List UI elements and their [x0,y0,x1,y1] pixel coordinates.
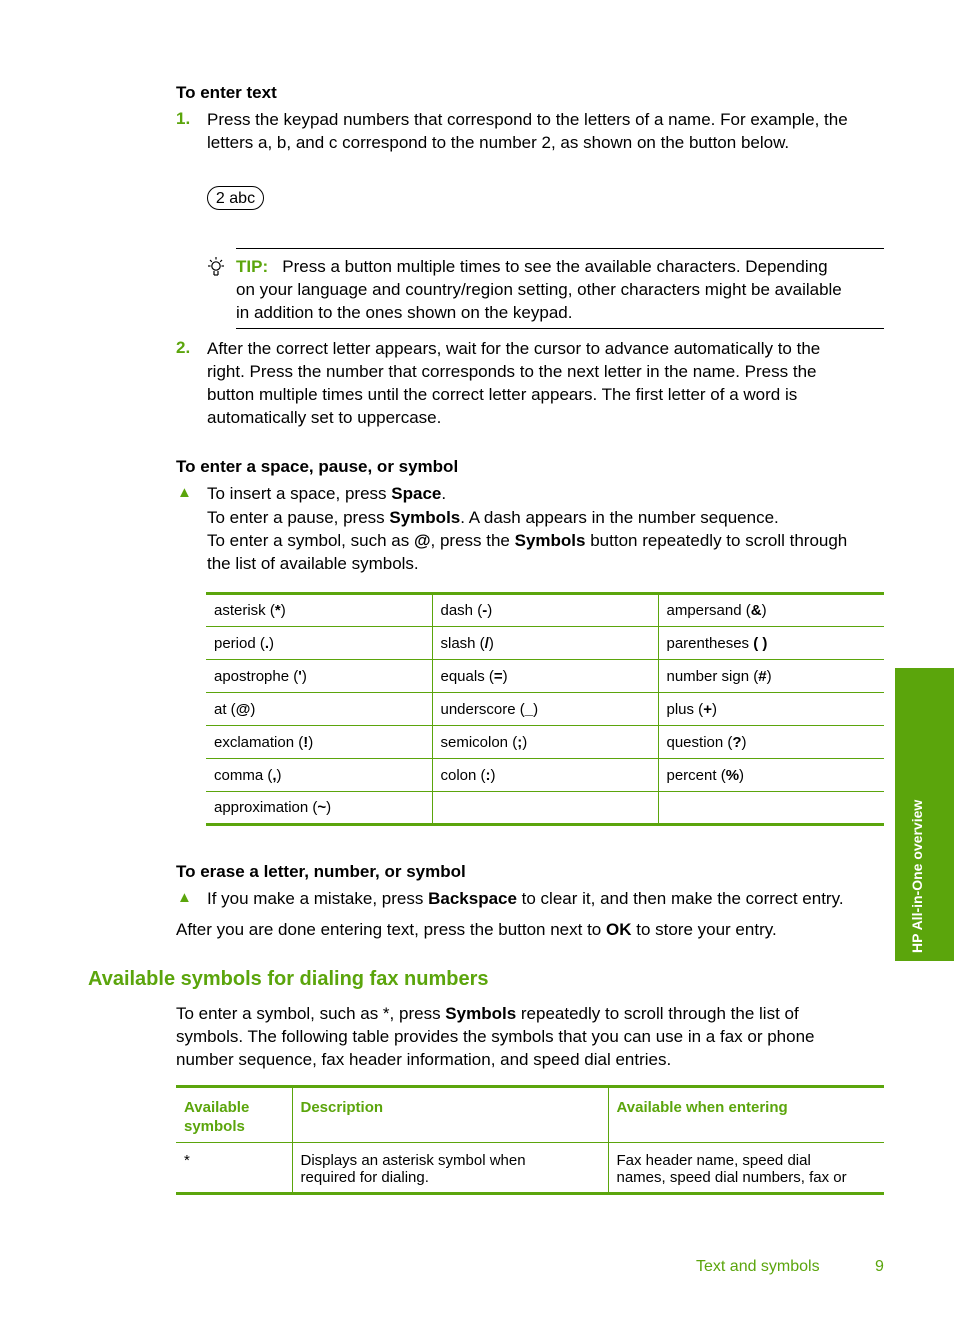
triangle-bullet-icon: ▲ [177,889,192,906]
table-row [206,759,884,792]
step-2-line: After the correct letter appears, wait for the cursor to advance automatically to the [207,339,821,358]
tip-line [236,255,886,278]
symbols-table [206,592,884,826]
symbol-line-2: the list of available symbols. [207,554,419,573]
symbol-name: exclamation ( [214,733,304,751]
text: repeatedly to scroll through the list of [516,1004,799,1023]
fax-intro-line [176,1002,896,1025]
table-row [206,594,884,627]
symbol-close: ) [741,733,747,751]
symbol-glyph: = [493,667,503,685]
text: . A dash appears in the number sequence. [460,508,779,527]
symbol-glyph: ' [298,667,302,685]
table-row [206,792,884,825]
symbol-glyph: @ [235,700,251,718]
symbol-name: ampersand ( [666,602,751,619]
bold-term: OK [606,920,632,939]
text: To insert a space, press [207,484,392,503]
symbol-close: ) [326,799,332,816]
step-number: 1. [176,109,191,128]
symbol-cell [206,627,432,660]
symbol-cell [206,594,432,627]
symbol-name: percent ( [666,766,726,784]
symbol-glyph: # [758,667,767,685]
table-row [206,726,884,759]
symbol-name: comma ( [214,766,273,784]
symbol-glyph: ~ [317,799,327,816]
symbol-glyph: & [750,602,762,619]
table-row [206,660,884,693]
symbol-close: ) [301,667,307,685]
space-symbol-text [207,482,897,575]
table-row [176,1143,884,1194]
bold-term: Symbols [514,531,586,550]
symbol-name: number sign ( [666,667,759,685]
symbol-glyph: : [485,766,491,784]
tip-top-rule [236,248,884,249]
symbol-cell [658,660,884,693]
column-header-symbols [176,1087,292,1143]
symbol-line [207,529,897,552]
symbol-close: ) [522,733,528,751]
symbol-close: ) [308,733,314,751]
symbol-close: ) [533,700,539,718]
symbol-glyph: / [484,634,489,652]
symbol-cell [658,627,884,660]
symbol-cell [206,726,432,759]
symbol-close: ) [761,602,767,619]
symbol-name: at ( [214,700,236,718]
lightbulb-icon [206,256,226,278]
space-line [207,482,897,505]
fax-intro-line: number sequence, fax header information, and speed dial entries. [176,1050,672,1069]
step-1-text [207,108,897,154]
step-2-line: automatically set to uppercase. [207,408,442,427]
bold-term: Backspace [428,889,517,908]
step-number: 2. [176,338,191,357]
symbol-name: colon ( [440,766,486,784]
pause-line [207,506,897,529]
step-1-line: letters a, b, and c correspond to the number 2, as shown on the button below. [207,133,790,152]
symbol-name: parentheses [666,634,754,652]
symbol-name: plus ( [666,700,704,718]
erase-text [207,887,907,910]
erase-heading: To erase a letter, number, or symbol [176,862,466,881]
cell-line: Displays an asterisk symbol when [300,1152,526,1169]
bold-term: Symbols [389,508,461,527]
symbol-cell [206,660,432,693]
symbol-glyph: ( ) [753,634,768,652]
symbol-glyph: % [725,766,740,784]
column-header-description: Description [292,1087,608,1143]
symbol-cell [432,594,658,627]
cell-available-when [608,1143,884,1194]
symbol-cell [432,759,658,792]
symbol-glyph: _ [524,700,534,718]
text: , press the [430,531,515,550]
symbol-close: ) [490,766,496,784]
text: After you are done entering text, press the button next to [176,920,606,939]
symbol-glyph: - [482,602,488,619]
cell-line: names, speed dial numbers, fax or [616,1169,847,1186]
symbol-name: slash ( [440,634,485,652]
footer-section-title: Text and symbols [696,1258,820,1275]
symbol-glyph: ? [732,733,742,751]
symbol-glyph: * [274,602,281,619]
symbol-name: question ( [666,733,733,751]
symbol-close: ) [488,634,494,652]
tip-bottom-rule [236,328,884,329]
symbol-close: ) [502,667,508,685]
text: To enter a symbol, such as *, press [176,1004,446,1023]
symbol-glyph: . [264,634,270,652]
symbol-cell [432,726,658,759]
tip-line-3: in addition to the ones shown on the keypad. [236,303,573,322]
symbol-cell [432,693,658,726]
symbol-name: equals ( [440,667,494,685]
text: To enter a symbol, such as [207,531,414,550]
fax-symbols-table [176,1085,884,1195]
fax-intro [176,1002,896,1071]
tip-line-2: on your language and country/region setting, other characters might be available [236,280,842,299]
chapter-side-tab [895,668,954,961]
symbol-name: apostrophe ( [214,667,299,685]
cell-symbol: * [184,1152,190,1169]
bold-term: Symbols [445,1004,517,1023]
enter-text-heading: To enter text [176,83,277,102]
symbol-cell [658,759,884,792]
symbol-close: ) [276,766,282,784]
symbol-cell [432,660,658,693]
symbol-name: underscore ( [440,700,525,718]
symbol-glyph: ! [303,733,309,751]
symbol-cell [206,759,432,792]
symbol-name: approximation ( [214,799,318,816]
symbol-close: ) [280,602,286,619]
text: . [441,484,447,503]
symbol-cell [658,594,884,627]
symbol-glyph: ; [517,733,523,751]
symbol-cell [658,693,884,726]
text: to clear it, and then make the correct entry. [516,889,844,908]
page-number: 9 [875,1258,884,1275]
text: To enter a pause, press [207,508,390,527]
symbol-name: period ( [214,634,265,652]
table-row [206,627,884,660]
symbol-name: dash ( [440,602,483,619]
tip-label: TIP: [236,257,269,276]
symbol-cell [206,792,432,825]
symbol-cell [206,693,432,726]
text: If you make a mistake, press [207,889,429,908]
symbol-cell [432,627,658,660]
fax-intro-line: symbols. The following table provides the symbols that you can use in a fax or phone [176,1027,815,1046]
bold-term: @ [413,531,431,550]
header-line: Available [184,1099,250,1116]
text: button repeatedly to scroll through [585,531,848,550]
symbol-close: ) [766,667,772,685]
header-line: symbols [184,1118,245,1135]
symbol-cell [658,792,884,825]
chapter-side-tab-label: HP All-in-One overview [909,799,925,953]
text: to store your entry. [631,920,777,939]
symbol-cell [658,726,884,759]
table-row [206,693,884,726]
space-symbol-heading: To enter a space, pause, or symbol [176,457,459,476]
step-2-line: button multiple times until the correct letter appears. The first letter of a word is [207,385,798,404]
symbol-glyph: + [703,700,712,718]
triangle-bullet-icon: ▲ [177,484,192,501]
cell-line: Fax header name, speed dial [616,1152,811,1169]
after-text [176,918,896,941]
symbol-name: semicolon ( [440,733,518,751]
keypad-button-2abc: 2 abc [207,186,264,210]
step-2-line: right. Press the number that corresponds to the next letter in the name. Press the [207,362,817,381]
symbol-cell [432,792,658,825]
symbol-name: asterisk ( [214,602,275,619]
step-2-text [207,337,897,429]
cell-description [292,1143,608,1194]
bold-term: Space [391,484,442,503]
symbol-close: ) [487,602,493,619]
tip-line-1: Press a button multiple times to see the available characters. Depending [282,257,828,276]
column-header-available-when: Available when entering [608,1087,884,1143]
step-1-line: Press the keypad numbers that correspond to the letters of a name. For example, the [207,110,848,129]
symbol-glyph: , [272,766,277,784]
fax-section-heading: Available symbols for dialing fax numbers [88,968,489,990]
cell-line: required for dialing. [300,1169,429,1186]
tip-text [236,255,886,324]
table-header-row [176,1087,884,1143]
symbol-close: ) [739,766,745,784]
symbol-close: ) [269,634,275,652]
symbol-close: ) [250,700,256,718]
symbol-close: ) [711,700,717,718]
